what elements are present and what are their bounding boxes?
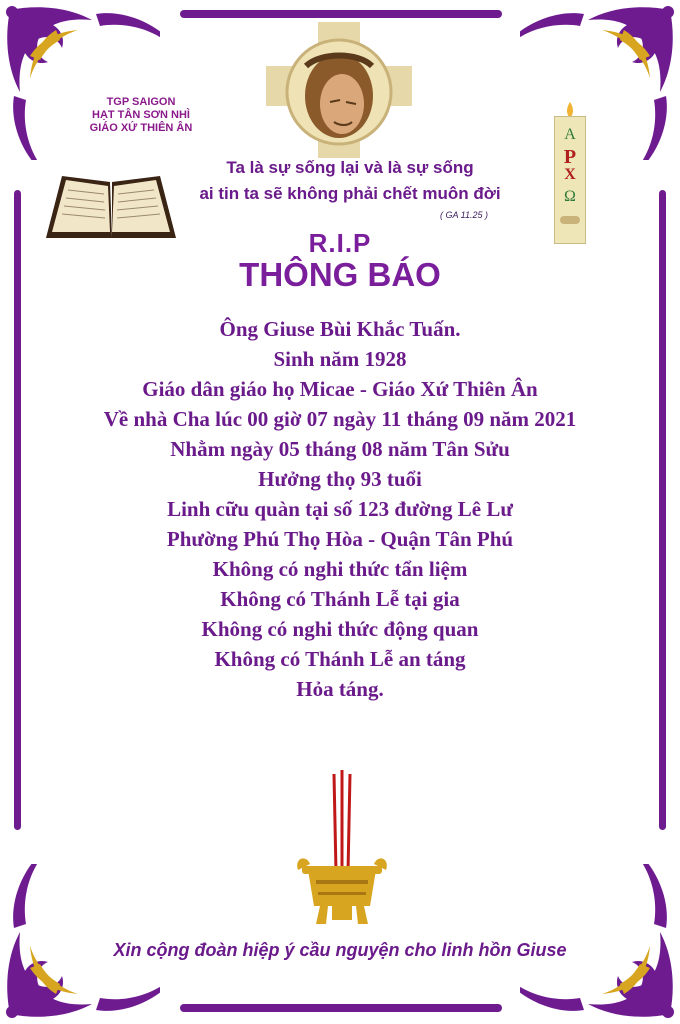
bottom-border — [180, 1004, 502, 1012]
candle-omega: Ω — [564, 188, 576, 205]
parish-line-2: HẠT TÂN SƠN NHÌ — [92, 109, 190, 121]
announcement-line: Sinh năm 1928 — [273, 347, 407, 371]
announcement-line: Không có Thánh Lễ an táng — [214, 647, 466, 671]
candle-wreath-icon — [560, 216, 580, 224]
scripture-quote-line-1: Ta là sự sống lại và là sự sống — [226, 158, 474, 177]
candle-alpha: A — [564, 126, 576, 143]
announcement-line: Phường Phú Thọ Hòa - Quận Tân Phú — [166, 527, 514, 551]
announcement-line: Về nhà Cha lúc 00 giờ 07 ngày 11 tháng 09 năm 2021 — [103, 407, 577, 431]
parish-line-3: GIÁO XỨ THIÊN ÂN — [89, 122, 193, 134]
announcement-line: Ông Giuse Bùi Khắc Tuấn. — [219, 317, 461, 341]
announcement-title: THÔNG BÁO — [239, 256, 441, 293]
scripture-reference: ( GA 11.25 ) — [439, 210, 489, 220]
top-border — [180, 10, 502, 18]
announcement-line: Linh cữu quàn tại số 123 đường Lê Lư — [167, 497, 513, 521]
scripture-quote-line-2: ai tin ta sẽ không phải chết muôn đời — [199, 184, 501, 203]
parish-line-1: TGP SAIGON — [106, 96, 176, 108]
left-border — [14, 190, 21, 830]
rip-heading: R.I.P — [308, 228, 372, 258]
announcement-line: Không có nghi thức tẩn liệm — [212, 557, 468, 581]
corner-ornament-top-left — [0, 0, 160, 160]
paschal-candle — [554, 100, 586, 246]
announcement-line: Giáo dân giáo họ Micae - Giáo Xứ Thiên Ân — [142, 377, 538, 401]
christ-crown-of-thorns-image — [266, 22, 412, 158]
open-bible-image — [42, 168, 180, 244]
candle-chi-rho-x: X — [564, 166, 576, 183]
announcement-line: Hỏa táng. — [296, 677, 384, 701]
announcement-line: Nhằm ngày 05 tháng 08 năm Tân Sửu — [170, 437, 510, 461]
incense-burner-image — [296, 766, 388, 932]
parish-header — [78, 96, 204, 135]
prayer-request: Xin cộng đoàn hiệp ý cầu nguyện cho linh hồn Giuse — [113, 940, 567, 960]
right-border — [659, 190, 666, 830]
corner-ornament-top-right — [520, 0, 680, 160]
candle-chi-rho-p: P — [563, 146, 577, 168]
announcement-line: Không có nghi thức động quan — [201, 617, 479, 641]
announcement-line: Không có Thánh Lễ tại gia — [220, 587, 460, 611]
announcement-line: Hưởng thọ 93 tuổi — [258, 467, 422, 491]
announcement-body — [30, 314, 650, 704]
